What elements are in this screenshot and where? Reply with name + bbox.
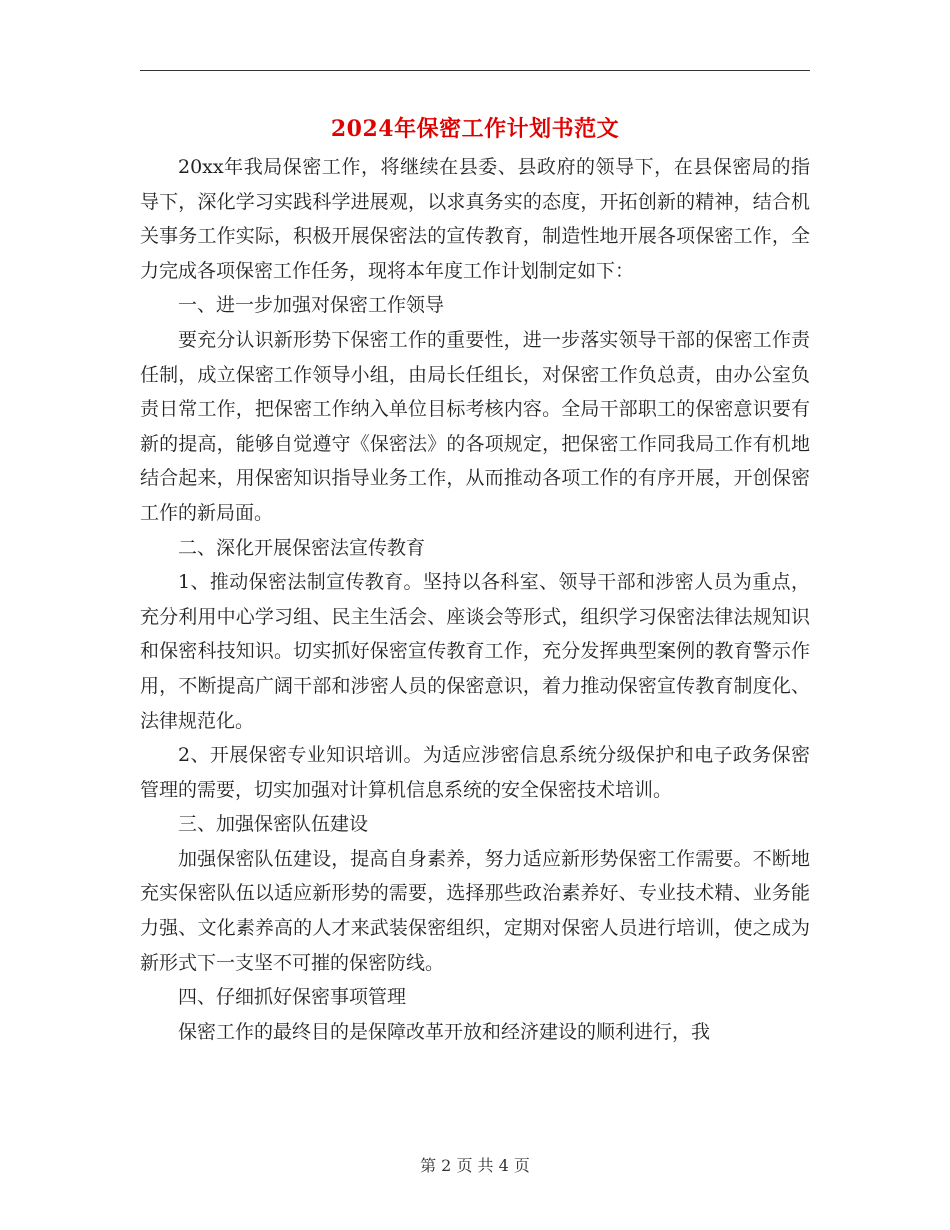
page-title: 2024年保密工作计划书范文 <box>330 116 620 142</box>
section-heading-4: 四、仔细抓好保密事项管理 <box>178 986 407 1009</box>
section-heading-3: 三、加强保密队伍建设 <box>178 813 369 836</box>
document-body <box>140 150 810 1049</box>
page-number-footer: 第 2 页 共 4 页 <box>420 1156 530 1175</box>
paragraph-4: 保密工作的最终目的是保障改革开放和经济建设的顺利进行，我 <box>178 1020 711 1043</box>
paragraph-intro: 20xx年我局保密工作，将继续在县委、县政府的领导下，在县保密局的指导下，深化学习实践科学进展观，以求真务实的态度，开拓创新的精神，结合机关事务工作实际，积极开展保密法的宣传教育，制造性地开展各项保密工作，全力完成各项保密工作任务，现将本年度工作计划制定如下： <box>140 156 810 282</box>
section-heading-2: 二、深化开展保密法宣传教育 <box>178 536 426 559</box>
paragraph-2-1: 1、推动保密法制宣传教育。坚持以各科室、领导干部和涉密人员为重点，充分利用中心学习组、民主生活会、座谈会等形式，组织学习保密法律法规知识和保密科技知识。切实抓好保密宣传教育工作，充分发挥典型案例的教育警示作用，不断提高广阔干部和涉密人员的保密意识，着力推动保密宣传教育制度化、法律规范化。 <box>140 571 810 732</box>
paragraph-2-2: 2、开展保密专业知识培训。为适应涉密信息系统分级保护和电子政务保密管理的需要，切实加强对计算机信息系统的安全保密技术培训。 <box>140 744 810 801</box>
header-rule <box>140 70 810 71</box>
section-heading-1: 一、进一步加强对保密工作领导 <box>178 294 445 317</box>
paragraph-3: 加强保密队伍建设，提高自身素养，努力适应新形势保密工作需要。不断地充实保密队伍以适应新形势的需要，选择那些政治素养好、专业技术精、业务能力强、文化素养高的人才来武装保密组织，定期对保密人员进行培训，使之成为新形式下一支坚不可摧的保密防线。 <box>140 847 810 974</box>
paragraph-1: 要充分认识新形势下保密工作的重要性，进一步落实领导干部的保密工作责任制，成立保密工作领导小组，由局长任组长，对保密工作负总责，由办公室负责日常工作，把保密工作纳入单位目标考核内容。全局干部职工的保密意识要有新的提高，能够自觉遵守《保密法》的各项规定，把保密工作同我局工作有机地结合起来，用保密知识指导业务工作，从而推动各项工作的有序开展，开创保密工作的新局面。 <box>140 328 810 524</box>
